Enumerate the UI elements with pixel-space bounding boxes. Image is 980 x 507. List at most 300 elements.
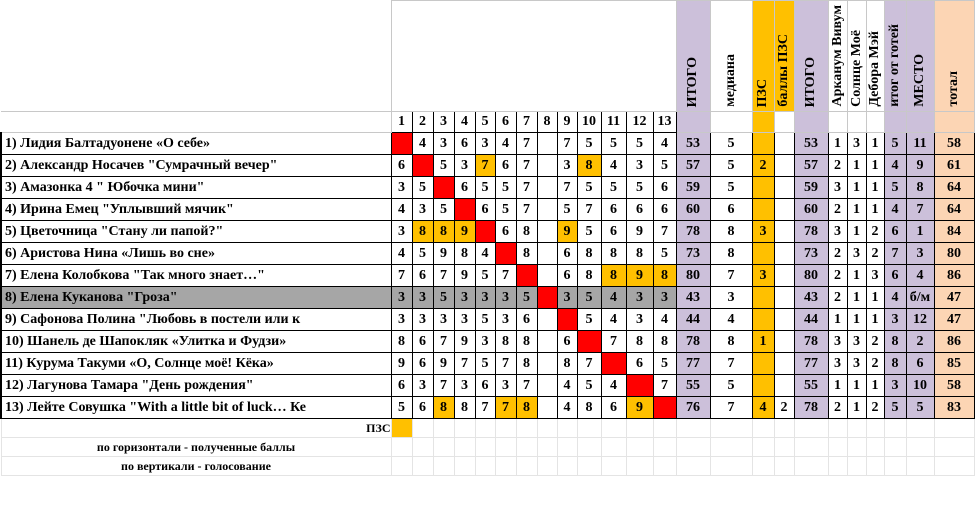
score-cell: 9 (454, 221, 475, 243)
median-cell: 8 (710, 221, 752, 243)
score-cell: 3 (495, 309, 516, 331)
score-cell (537, 397, 557, 419)
legend-text: по вертикали - голосование (1, 457, 391, 476)
score-cell: 5 (626, 177, 653, 199)
empty-cell (774, 457, 794, 476)
solntse-cell: 3 (847, 243, 866, 265)
debora-cell: 3 (866, 265, 884, 287)
empty-cell (884, 438, 906, 457)
score-cell: 8 (577, 397, 601, 419)
arkanum-cell: 1 (828, 133, 847, 155)
score-cell: 6 (601, 221, 626, 243)
empty-cell (828, 457, 847, 476)
arkanum-cell: 2 (828, 397, 847, 419)
score-cell: 6 (391, 375, 412, 397)
table-row (1, 243, 974, 265)
score-cell: 5 (412, 243, 433, 265)
pzs-cell: 3 (752, 221, 774, 243)
score-cell: 6 (412, 397, 433, 419)
solntse-cell: 1 (847, 375, 866, 397)
score-cell: 3 (454, 287, 475, 309)
pzs-cell: 4 (752, 397, 774, 419)
solntse-cell: 1 (847, 309, 866, 331)
entry-name: 11) Курума Такуми «О, Солнце моё! Кёка» (1, 353, 391, 375)
score-cell: 6 (391, 155, 412, 177)
score-cell: 6 (475, 375, 495, 397)
table-row (1, 375, 974, 397)
score-cell: 3 (653, 287, 676, 309)
arkanum-cell: 3 (828, 353, 847, 375)
table-row (1, 331, 974, 353)
judge-number-5: 5 (475, 112, 495, 133)
score-cell: 5 (653, 243, 676, 265)
score-cell (516, 265, 537, 287)
arkanum-cell: 1 (828, 375, 847, 397)
median-cell: 7 (710, 265, 752, 287)
score-cell: 5 (601, 177, 626, 199)
debora-cell: 1 (866, 133, 884, 155)
number-row-blank-10 (934, 112, 974, 133)
score-cell: 7 (601, 331, 626, 353)
score-cell (537, 353, 557, 375)
score-cell: 4 (475, 243, 495, 265)
itog-goteyi-cell: 6 (884, 265, 906, 287)
itog-goteyi-cell: 4 (884, 199, 906, 221)
empty-cell (676, 419, 710, 438)
pzs-cell: 1 (752, 331, 774, 353)
legend-text: по горизонтали - полученные баллы (1, 438, 391, 457)
empty-cell (577, 438, 601, 457)
score-cell: 7 (516, 177, 537, 199)
empty-cell (626, 438, 653, 457)
empty-cell (601, 457, 626, 476)
pzs-cell (752, 309, 774, 331)
score-cell: 5 (653, 155, 676, 177)
itogo-2-cell: 80 (794, 265, 828, 287)
score-cell: 4 (412, 133, 433, 155)
empty-cell (906, 419, 934, 438)
judge-number-11: 11 (601, 112, 626, 133)
score-cell: 3 (454, 155, 475, 177)
score-cell: 3 (412, 287, 433, 309)
solntse-cell: 3 (847, 133, 866, 155)
score-cell: 5 (577, 309, 601, 331)
table-row (1, 397, 974, 419)
itog-goteyi-cell: 8 (884, 353, 906, 375)
score-cell: 8 (626, 331, 653, 353)
score-cell: 8 (557, 353, 577, 375)
score-cell: 9 (454, 331, 475, 353)
table-row (1, 353, 974, 375)
score-cell: 6 (495, 221, 516, 243)
score-cell: 8 (391, 331, 412, 353)
arkanum-cell: 2 (828, 265, 847, 287)
score-cell: 7 (577, 353, 601, 375)
debora-cell: 1 (866, 199, 884, 221)
mesto-cell: 7 (906, 199, 934, 221)
score-cell (537, 155, 557, 177)
empty-cell (847, 419, 866, 438)
score-cell (653, 397, 676, 419)
number-row-blank-7 (866, 112, 884, 133)
debora-cell: 1 (866, 287, 884, 309)
table-row (1, 221, 974, 243)
solntse-cell: 3 (847, 331, 866, 353)
pzs-points-cell (774, 353, 794, 375)
header-pzs-points: баллы ПЗС (774, 1, 794, 112)
solntse-cell: 1 (847, 155, 866, 177)
score-cell: 5 (475, 177, 495, 199)
arkanum-cell: 3 (828, 221, 847, 243)
itogo-cell: 76 (676, 397, 710, 419)
score-cell: 5 (577, 375, 601, 397)
score-cell: 5 (412, 177, 433, 199)
score-cell: 7 (391, 265, 412, 287)
score-cell: 8 (653, 331, 676, 353)
score-cell: 5 (475, 353, 495, 375)
score-cell: 7 (516, 133, 537, 155)
score-cell: 8 (516, 397, 537, 419)
score-cell: 4 (601, 375, 626, 397)
empty-cell (475, 419, 495, 438)
empty-cell (847, 438, 866, 457)
itogo-cell: 78 (676, 331, 710, 353)
itogo-2-cell: 57 (794, 155, 828, 177)
pzs-cell (752, 177, 774, 199)
solntse-cell: 1 (847, 397, 866, 419)
judge-number-2: 2 (412, 112, 433, 133)
score-cell: 5 (391, 397, 412, 419)
empty-cell (774, 438, 794, 457)
empty-cell (557, 438, 577, 457)
score-cell: 4 (391, 243, 412, 265)
arkanum-cell: 2 (828, 199, 847, 221)
score-cell: 5 (577, 287, 601, 309)
corner-cell (1, 1, 391, 112)
header-total: тотал (934, 1, 974, 112)
debora-cell: 2 (866, 243, 884, 265)
empty-cell (653, 419, 676, 438)
judge-number-3: 3 (433, 112, 454, 133)
pzs-points-cell: 2 (774, 397, 794, 419)
pzs-cell (752, 287, 774, 309)
empty-cell (454, 457, 475, 476)
pzs-points-cell (774, 375, 794, 397)
score-cell (537, 309, 557, 331)
itog-goteyi-cell: 3 (884, 309, 906, 331)
header-itogo-2: ИТОГО (794, 1, 828, 112)
score-cell: 6 (653, 177, 676, 199)
itogo-cell: 57 (676, 155, 710, 177)
judge-number-4: 4 (454, 112, 475, 133)
entry-name: 3) Амазонка 4 " Юбочка мини" (1, 177, 391, 199)
score-cell: 5 (577, 221, 601, 243)
pzs-points-cell (774, 155, 794, 177)
empty-cell (934, 457, 974, 476)
score-cell: 8 (495, 331, 516, 353)
empty-cell (626, 419, 653, 438)
score-cell: 3 (454, 309, 475, 331)
pzs-points-cell (774, 199, 794, 221)
mesto-cell: 9 (906, 155, 934, 177)
number-row-blank-6 (847, 112, 866, 133)
debora-cell: 2 (866, 331, 884, 353)
mesto-cell: 11 (906, 133, 934, 155)
empty-cell (752, 419, 774, 438)
debora-cell: 1 (866, 375, 884, 397)
median-cell: 8 (710, 243, 752, 265)
score-cell: 7 (653, 375, 676, 397)
empty-cell (847, 457, 866, 476)
score-cell: 9 (557, 221, 577, 243)
total-cell: 86 (934, 331, 974, 353)
empty-cell (454, 438, 475, 457)
header-itogo: ИТОГО (676, 1, 710, 112)
score-cell: 4 (391, 199, 412, 221)
median-cell: 4 (710, 309, 752, 331)
entry-name: 4) Ирина Емец "Уплывший мячик" (1, 199, 391, 221)
pzs-points-cell (774, 309, 794, 331)
empty-cell (391, 438, 412, 457)
entry-name: 1) Лидия Балтадуонене «О себе» (1, 133, 391, 155)
table-row (1, 177, 974, 199)
empty-cell (794, 457, 828, 476)
score-cell: 6 (475, 199, 495, 221)
table-row (1, 155, 974, 177)
median-cell: 8 (710, 331, 752, 353)
solntse-cell: 1 (847, 287, 866, 309)
total-cell: 64 (934, 177, 974, 199)
number-row-blank-5 (828, 112, 847, 133)
score-cell: 8 (577, 243, 601, 265)
entry-name: 7) Елена Колобкова "Так много знает…" (1, 265, 391, 287)
score-cell: 3 (412, 199, 433, 221)
header-debora: Дебора Мэй (866, 1, 884, 112)
mesto-cell: 2 (906, 331, 934, 353)
entry-name: 2) Александр Носачев "Сумрачный вечер" (1, 155, 391, 177)
empty-cell (557, 419, 577, 438)
pzs-points-cell (774, 221, 794, 243)
pzs-cell (752, 243, 774, 265)
empty-cell (433, 419, 454, 438)
score-cell: 6 (412, 265, 433, 287)
pzs-cell: 2 (752, 155, 774, 177)
empty-cell (794, 438, 828, 457)
empty-cell (653, 457, 676, 476)
itogo-2-cell: 78 (794, 397, 828, 419)
empty-cell (934, 438, 974, 457)
score-cell: 8 (653, 265, 676, 287)
score-cell: 8 (626, 243, 653, 265)
score-cell (537, 287, 557, 309)
score-cell: 6 (454, 177, 475, 199)
score-cell (537, 221, 557, 243)
score-cell: 6 (412, 331, 433, 353)
score-cell: 8 (454, 243, 475, 265)
score-cell: 7 (516, 155, 537, 177)
empty-cell (752, 438, 774, 457)
empty-cell (433, 457, 454, 476)
itogo-2-cell: 59 (794, 177, 828, 199)
mesto-cell: 4 (906, 265, 934, 287)
score-cell: 8 (577, 155, 601, 177)
score-cell: 3 (475, 331, 495, 353)
itogo-cell: 44 (676, 309, 710, 331)
itogo-cell: 73 (676, 243, 710, 265)
median-cell: 6 (710, 199, 752, 221)
score-cell: 7 (495, 397, 516, 419)
score-cell: 5 (433, 287, 454, 309)
arkanum-cell: 3 (828, 177, 847, 199)
empty-cell (752, 457, 774, 476)
empty-cell (577, 419, 601, 438)
score-cell: 8 (601, 243, 626, 265)
score-cell: 7 (516, 199, 537, 221)
score-cell: 3 (475, 133, 495, 155)
empty-cell (412, 419, 433, 438)
solntse-cell: 1 (847, 177, 866, 199)
empty-cell (433, 438, 454, 457)
arkanum-cell: 2 (828, 287, 847, 309)
itogo-2-cell: 53 (794, 133, 828, 155)
empty-cell (906, 438, 934, 457)
itog-goteyi-cell: 5 (884, 133, 906, 155)
empty-cell (866, 438, 884, 457)
score-cell: 5 (577, 177, 601, 199)
score-cell: 3 (412, 309, 433, 331)
empty-cell (391, 457, 412, 476)
score-cell: 5 (475, 265, 495, 287)
total-cell: 47 (934, 287, 974, 309)
score-cell: 7 (495, 265, 516, 287)
pzs-points-cell (774, 133, 794, 155)
score-cell: 6 (454, 133, 475, 155)
table-row (1, 309, 974, 331)
empty-cell (454, 419, 475, 438)
empty-cell (676, 438, 710, 457)
score-cell: 9 (433, 353, 454, 375)
score-cell (626, 375, 653, 397)
number-row-blank-1 (710, 112, 752, 133)
mesto-cell: 1 (906, 221, 934, 243)
header-pzs: ПЗС (752, 1, 774, 112)
score-cell: 6 (516, 309, 537, 331)
score-cell: 8 (516, 221, 537, 243)
header-solntse: Солнце Моё (847, 1, 866, 112)
number-row-blank-0 (676, 112, 710, 133)
score-cell: 6 (412, 353, 433, 375)
entry-name: 13) Лейте Совушка "With a little bit of luck… Ке (1, 397, 391, 419)
score-cell: 6 (653, 199, 676, 221)
debora-cell: 2 (866, 397, 884, 419)
total-cell: 58 (934, 375, 974, 397)
itog-goteyi-cell: 8 (884, 331, 906, 353)
table-row (1, 199, 974, 221)
empty-cell (828, 419, 847, 438)
score-cell: 9 (626, 221, 653, 243)
number-row-blank-2 (752, 112, 774, 133)
itogo-2-cell: 44 (794, 309, 828, 331)
score-cell: 7 (454, 353, 475, 375)
empty-cell (412, 438, 433, 457)
median-cell: 3 (710, 287, 752, 309)
empty-cell (516, 419, 537, 438)
pzs-points-cell (774, 287, 794, 309)
empty-cell (601, 438, 626, 457)
pzs-cell: 3 (752, 265, 774, 287)
score-cell: 3 (495, 287, 516, 309)
itog-goteyi-cell: 3 (884, 375, 906, 397)
itog-goteyi-cell: 7 (884, 243, 906, 265)
empty-cell (412, 457, 433, 476)
entry-name: 10) Шанель де Шапокляк «Улитка и Фудзи» (1, 331, 391, 353)
itogo-cell: 77 (676, 353, 710, 375)
score-cell: 7 (475, 155, 495, 177)
score-cell (454, 199, 475, 221)
empty-cell (710, 438, 752, 457)
header-arkanum: Арканум Вивум (828, 1, 847, 112)
score-cell (495, 243, 516, 265)
arkanum-cell: 2 (828, 155, 847, 177)
itogo-cell: 78 (676, 221, 710, 243)
score-cell: 6 (601, 397, 626, 419)
itogo-2-cell: 78 (794, 331, 828, 353)
itogo-2-cell: 77 (794, 353, 828, 375)
score-cell: 9 (433, 243, 454, 265)
score-cell: 3 (495, 375, 516, 397)
score-cell (601, 353, 626, 375)
score-cell: 9 (626, 397, 653, 419)
mesto-cell: 12 (906, 309, 934, 331)
arkanum-cell: 3 (828, 331, 847, 353)
score-cell: 3 (626, 309, 653, 331)
total-cell: 47 (934, 309, 974, 331)
score-cell: 8 (577, 265, 601, 287)
pzs-footer-swatch (391, 419, 412, 438)
empty-cell (884, 457, 906, 476)
judge-number-7: 7 (516, 112, 537, 133)
score-cell (537, 375, 557, 397)
score-cell: 3 (626, 155, 653, 177)
score-cell (537, 133, 557, 155)
median-cell: 5 (710, 133, 752, 155)
total-cell: 58 (934, 133, 974, 155)
score-cell (391, 133, 412, 155)
score-cell: 3 (391, 177, 412, 199)
header-row (1, 1, 974, 112)
table-row (1, 133, 974, 155)
score-cell: 6 (626, 199, 653, 221)
score-cell: 3 (391, 309, 412, 331)
score-cell: 5 (495, 199, 516, 221)
score-cell: 3 (391, 287, 412, 309)
score-cell: 5 (626, 133, 653, 155)
score-cell: 5 (516, 287, 537, 309)
itog-goteyi-cell: 5 (884, 397, 906, 419)
pzs-points-cell (774, 243, 794, 265)
arkanum-cell: 1 (828, 309, 847, 331)
score-cell (475, 221, 495, 243)
total-cell: 80 (934, 243, 974, 265)
solntse-cell: 1 (847, 199, 866, 221)
score-cell (537, 265, 557, 287)
score-cell: 9 (454, 265, 475, 287)
solntse-cell: 1 (847, 265, 866, 287)
score-cell: 7 (557, 177, 577, 199)
legend-row (1, 438, 974, 457)
pzs-cell (752, 199, 774, 221)
total-cell: 83 (934, 397, 974, 419)
